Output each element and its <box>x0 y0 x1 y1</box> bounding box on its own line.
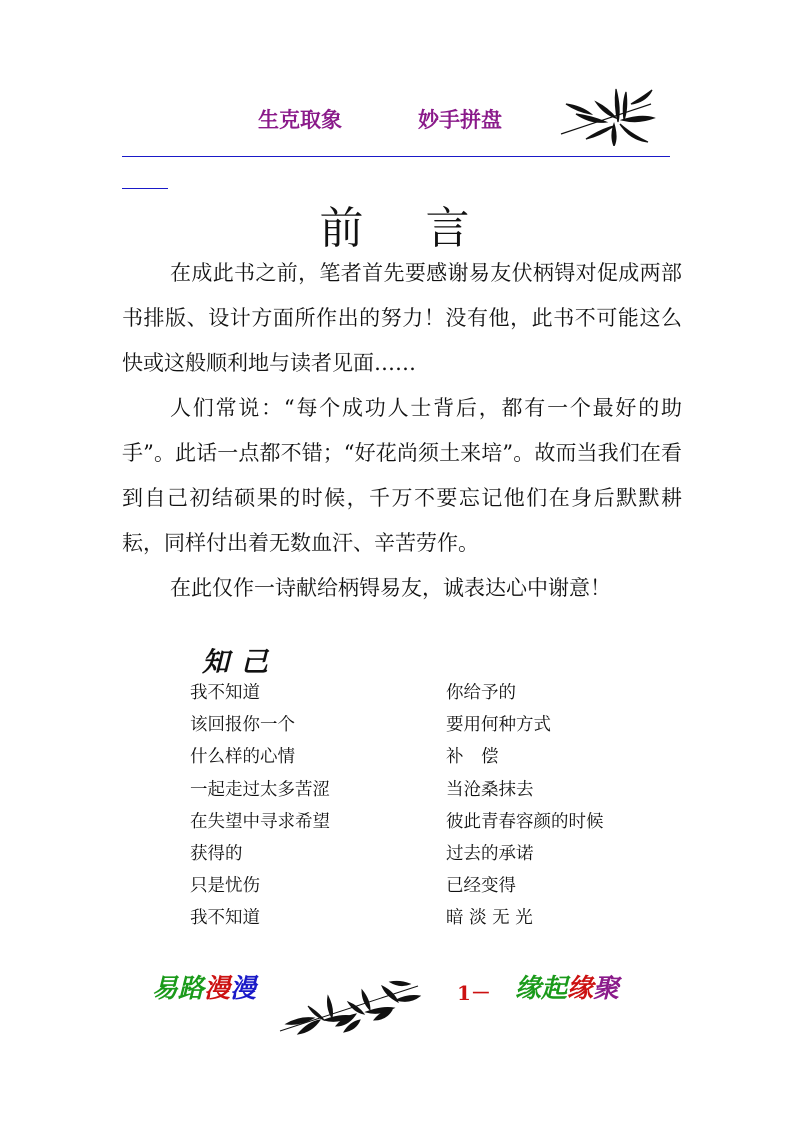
bamboo-leaves-icon <box>278 976 426 1038</box>
poem-line: 获得的 <box>190 844 243 865</box>
footer-char: 聚 <box>593 974 620 1004</box>
poem-line: 彼此青春容颜的时候 <box>446 811 604 832</box>
footer-char: 漫 <box>204 974 231 1004</box>
footer-char: 易 <box>152 974 179 1004</box>
poem-line: 我不知道 <box>190 908 260 929</box>
page-title: 前言 <box>319 203 532 254</box>
poem-line: 要用何种方式 <box>446 715 551 736</box>
poem-line: 该回报你一个 <box>190 715 295 736</box>
header-rule <box>122 156 670 157</box>
poem-line: 在失望中寻求希望 <box>190 811 330 832</box>
poem-line: 只是忧伤 <box>190 876 260 897</box>
bamboo-leaves-icon <box>556 84 656 146</box>
footer-char: 起 <box>541 974 568 1004</box>
header-left-title: 生克取象 <box>258 108 342 132</box>
header-right-title: 妙手拼盘 <box>418 108 502 132</box>
paragraph-1: 在成此书之前，笔者首先要感谢易友伏柄锝对促成两部书排版、设计方面所作出的努力！没有他，此书不可能这么快或这般顺利地与读者见面…… <box>122 261 682 375</box>
poem-line: 过去的承诺 <box>446 844 534 865</box>
poem-line: 当沧桑抹去 <box>446 779 534 800</box>
footer-char: 缘 <box>515 974 542 1004</box>
footer-right-title <box>515 968 619 1005</box>
poem-line: 已经变得 <box>446 876 516 897</box>
footer-left-title <box>152 968 256 1005</box>
footer-char: 路 <box>178 974 205 1004</box>
footer-char: 漫 <box>230 974 257 1004</box>
poem-line: 我不知道 <box>190 683 260 703</box>
paragraph-3: 在此仅作一诗献给柄锝易友，诚表达心中谢意！ <box>170 576 611 600</box>
footer-char: 缘 <box>567 974 594 1004</box>
header-rule-continuation <box>122 188 168 189</box>
poem-left-column <box>190 677 330 935</box>
poem-line: 补 偿 <box>446 747 499 768</box>
poem-line: 什么样的心情 <box>190 747 295 768</box>
poem-line: 暗 淡 无 光 <box>446 908 533 929</box>
paragraph-2: 人们常说：“每个成功人士背后，都有一个最好的助手”。此话一点都不错；“好花尚须土来培”。故而当我们在看到自己初结硕果的时候，千万不要忘记他们在身后默默耕耘，同样付出着无数血汗、辛苦劳作。 <box>122 396 682 555</box>
poem-line: 你给予的 <box>446 683 516 703</box>
poem-title: 知己 <box>202 647 280 678</box>
poem-line: 一起走过太多苦涩 <box>190 779 330 800</box>
poem-right-column <box>446 677 604 935</box>
page-number: 1－ <box>457 981 491 1005</box>
